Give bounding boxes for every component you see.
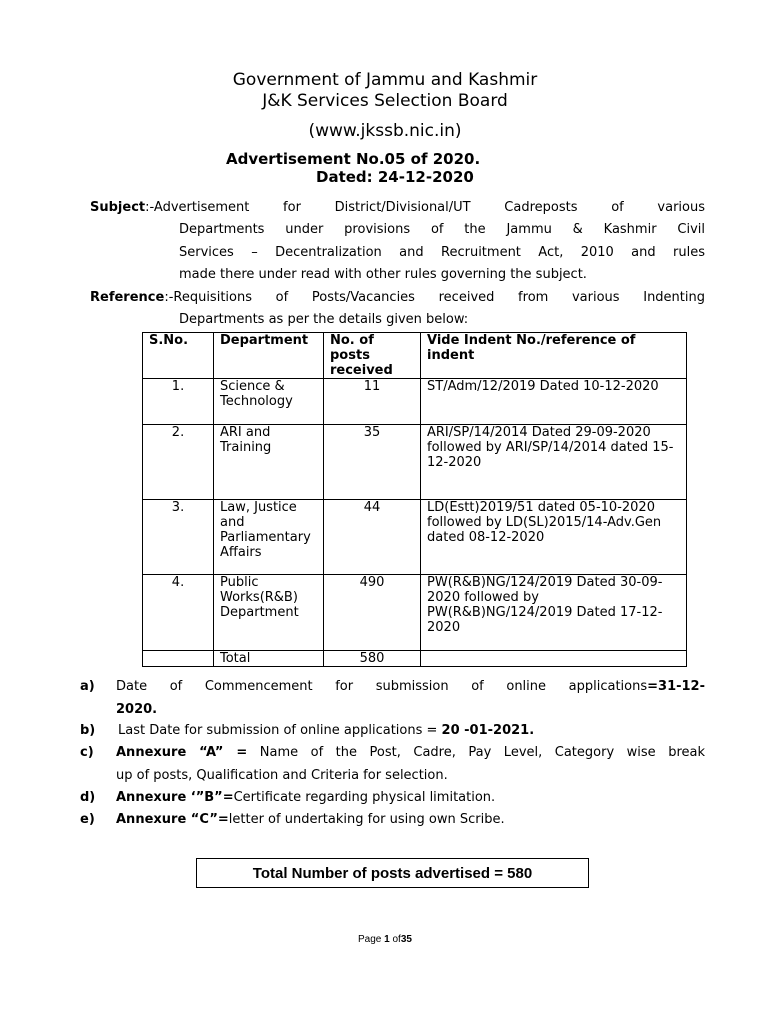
- vacancy-table: [142, 332, 687, 667]
- subject-first-line: [90, 197, 705, 220]
- page-footer: [0, 934, 770, 945]
- total-indent-empty: [421, 651, 687, 667]
- table-row: [143, 575, 687, 651]
- list-text: letter of undertaking for using own Scribe.: [228, 812, 505, 827]
- total-value: 580: [324, 651, 421, 667]
- total-posts-box: Total Number of posts advertised = 580: [196, 858, 589, 888]
- subject-label: Subject: [90, 200, 146, 215]
- table-row: [143, 425, 687, 500]
- row-indent: ARI/SP/14/2014 Dated 29-09-2020 followed by ARI/SP/14/2014 dated 15-12-2020: [421, 425, 687, 500]
- total-label: Total: [214, 651, 324, 667]
- list-marker: c): [80, 745, 94, 760]
- list-bold: Annexure ‘”B”=: [116, 790, 234, 805]
- footer-page-number: 1: [384, 934, 390, 945]
- subject-line-2: Departments under provisions of the Jammu & Kashmir Civil: [179, 222, 705, 237]
- header-website: (www.jkssb.nic.in): [308, 121, 462, 141]
- row-department: Law, Justice and Parliamentary Affairs: [214, 500, 324, 575]
- row-indent: ST/Adm/12/2019 Dated 10-12-2020: [421, 379, 687, 425]
- list-bold: =31-12-: [647, 679, 705, 694]
- row-department: ARI and Training: [214, 425, 324, 500]
- subject-text: :-Advertisement for District/Divisional/UT Cadreposts of various: [145, 200, 705, 215]
- total-sno-empty: [143, 651, 214, 667]
- list-bold: 20 -01-2021.: [441, 723, 535, 738]
- advertisement-date: Dated: 24-12-2020: [316, 168, 474, 186]
- subject-line-3: Services – Decentralization and Recruitment Act, 2010 and rules: [179, 244, 705, 260]
- header-posts: No. of posts received: [324, 333, 421, 379]
- header-indent: Vide Indent No./reference of indent: [421, 333, 687, 379]
- table-total-row: [143, 651, 687, 667]
- row-sno: 1.: [143, 379, 214, 425]
- header-sno: S.No.: [143, 333, 214, 379]
- list-bold: Annexure “C”=: [116, 812, 229, 827]
- list-bold: Annexure “A” =: [116, 745, 248, 760]
- list-marker: e): [80, 812, 95, 827]
- list-continuation: 2020.: [116, 701, 158, 717]
- row-posts: 11: [324, 379, 421, 425]
- row-sno: 2.: [143, 425, 214, 500]
- reference-first-line: [90, 287, 705, 310]
- row-sno: 3.: [143, 500, 214, 575]
- row-indent: LD(Estt)2019/51 dated 05-10-2020 followed by LD(SL)2015/14-Adv.Gen dated 08-12-2020: [421, 500, 687, 575]
- row-department: Science & Technology: [214, 379, 324, 425]
- subject-line-4: made there under read with other rules governing the subject.: [179, 267, 587, 282]
- footer-page-word: Page: [358, 934, 382, 945]
- advertisement-number: Advertisement No.05 of 2020.: [226, 150, 481, 168]
- subject-continuation: [179, 219, 705, 287]
- row-sno: 4.: [143, 575, 214, 651]
- reference-text: :-Requisitions of Posts/Vacancies received from various Indenting: [164, 290, 705, 305]
- list-continuation: up of posts, Qualification and Criteria for selection.: [116, 767, 448, 783]
- row-posts: 35: [324, 425, 421, 500]
- table-row: [143, 379, 687, 425]
- reference-line-2: Departments as per the details given below:: [179, 312, 469, 327]
- list-marker: a): [80, 679, 95, 694]
- list-marker: b): [80, 723, 96, 738]
- header-government: Government of Jammu and Kashmir: [232, 70, 538, 90]
- row-department: Public Works(R&B) Department: [214, 575, 324, 651]
- header-department: Department: [214, 333, 324, 379]
- list-text: Last Date for submission of online applications =: [118, 723, 442, 738]
- list-text: Date of Commencement for submission of online applications: [116, 679, 648, 694]
- row-posts: 44: [324, 500, 421, 575]
- header-board: J&K Services Selection Board: [262, 91, 508, 111]
- table-row: [143, 500, 687, 575]
- row-indent: PW(R&B)NG/124/2019 Dated 30-09-2020 followed by PW(R&B)NG/124/2019 Dated 17-12-2020: [421, 575, 687, 651]
- footer-of-word: of: [392, 934, 401, 945]
- footer-page-total: 35: [400, 934, 412, 945]
- row-posts: 490: [324, 575, 421, 651]
- reference-label: Reference: [90, 290, 165, 305]
- list-text: Certificate regarding physical limitation.: [233, 790, 496, 805]
- list-text: Name of the Post, Cadre, Pay Level, Category wise break: [247, 745, 705, 760]
- table-header-row: [143, 333, 687, 379]
- list-marker: d): [80, 790, 96, 805]
